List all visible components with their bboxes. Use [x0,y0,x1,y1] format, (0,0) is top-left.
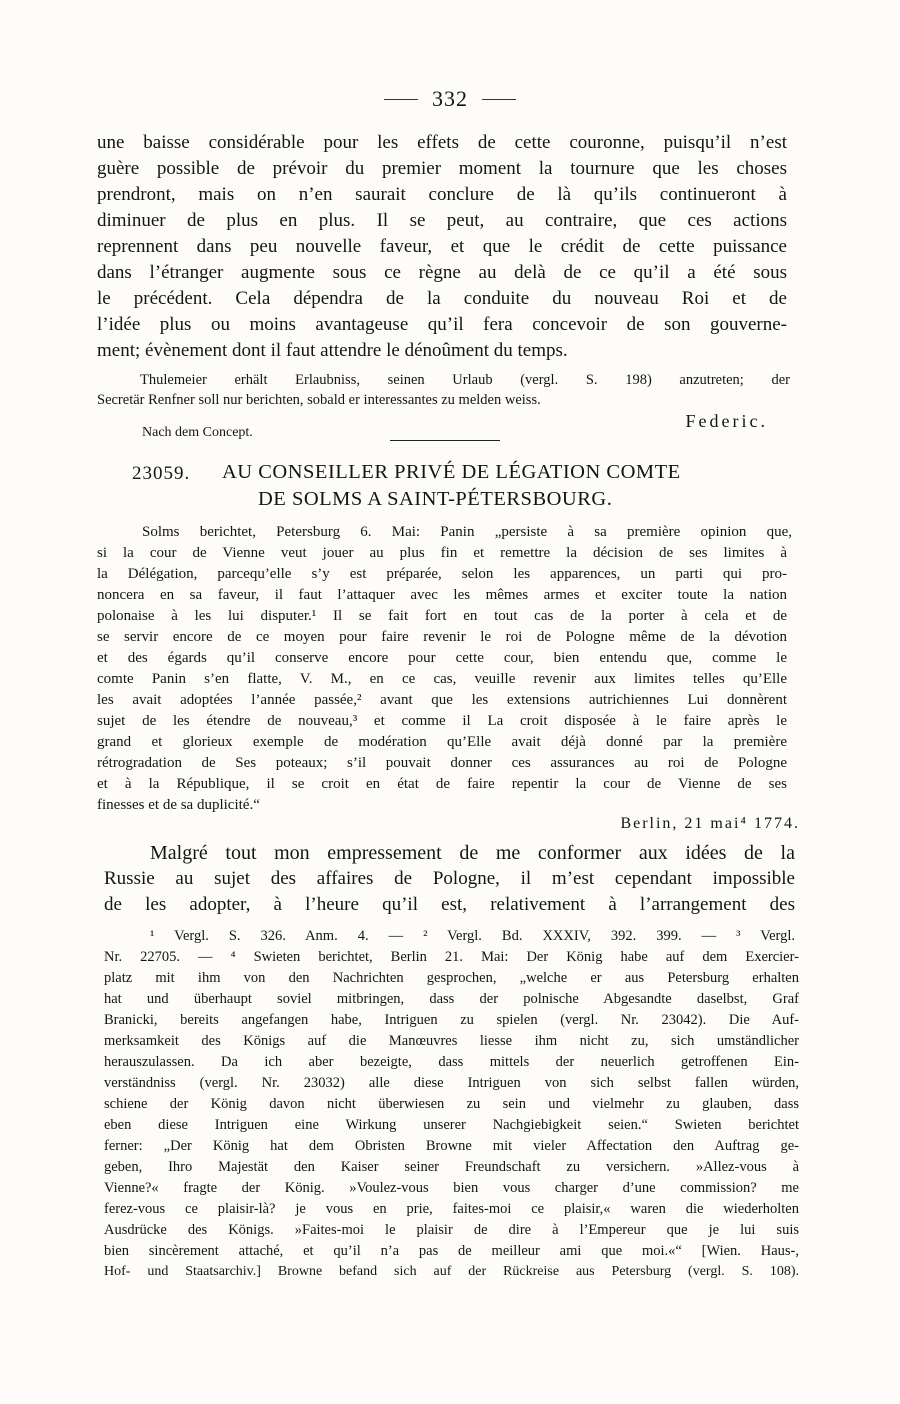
summary-line: si la cour de Vienne veut jouer au plus fin et remettre la décision de ses limites à [97,545,787,561]
header-rule-left [384,99,418,100]
section-divider [390,440,500,441]
footnote-line: platz mit ihm von den Nachrichten gesprochen, „welche er aus Petersburg erhalten [104,970,799,986]
footnote-line: ¹ Vergl. S. 326. Anm. 4. — ² Vergl. Bd. XXXIV, 392. 399. — ³ Vergl. [150,928,795,944]
intro-line: reprennent dans peu nouvelle faveur, et que le crédit de cette puissance [97,236,787,257]
summary-line: et des égards qu’il conserve encore pour cette cour, bien entendu que, comme le [97,650,787,666]
summary-line: finesses et de sa duplicité.“ [97,797,260,813]
letter-body-line: Russie au sujet des affaires de Pologne, il m’est cependant impossible [104,868,795,889]
summary-line: noncera en sa faveur, il faut l’attaquer avec les mêmes armes et exciter toute la nation [97,587,787,603]
editorial-note-line: Secretär Renfner soll nur berichten, sobald er interessantes zu melden weiss. [97,392,541,408]
footnote-line: bien sincèrement attaché, et qu’il n’a pas de meilleur ami que moi.«“ [Wien. Haus-, [104,1243,799,1259]
summary-line: la Délégation, parcequ’elle s’y est préparée, selon les apparences, un parti qui pro- [97,566,787,582]
footnote-line: schiene der König davon nicht überwiesen zu sein und vielmehr zu glauben, dass [104,1096,799,1112]
summary-line: rétrogradation de Ses poteaux; s’il pouvait donner ces assurances au roi de Pologne [97,755,787,771]
footnote-line: ferner: „Der König hat dem Obristen Browne mit vieler Affectation den Auftrag ge- [104,1138,799,1154]
header-rule-right [482,99,516,100]
summary-line: comte Panin s’en flatte, V. M., en ce cas, veuille revenir aux limites telles qu’Elle [97,671,787,687]
letter-number: 23059. [132,463,191,484]
footnote-line: merksamkeit des Königs auf die Manœuvres liesse ihm nicht zu, sich umständlicher [104,1033,799,1049]
intro-line: une baisse considérable pour les effets de cette couronne, puisqu’il n’est [97,132,787,153]
summary-line: polonaise à les lui disputer.¹ Il se fait fort en tout cas de la porter à cela et de [97,608,787,624]
summary-line: Solms berichtet, Petersburg 6. Mai: Panin „persiste à sa première opinion que, [142,524,792,540]
footnote-line: herauszulassen. Da ich aber bezeigte, dass mittels der neuerlich getroffenen Ein- [104,1054,799,1070]
intro-line: l’idée plus ou moins avantageuse qu’il fera concevoir de son gouverne- [97,314,787,335]
intro-line: guère possible de prévoir du premier moment la tournure que les choses [97,158,787,179]
letter-title: AU CONSEILLER PRIVÉ DE LÉGATION COMTE [222,461,681,483]
footnote-line: hat und überhaupt soviel mitbringen, dass der polnische Abgesandte daselbst, Graf [104,991,799,1007]
footnote-line: Vienne?« fragte der König. »Voulez-vous bien vous charger d’une commission? me [104,1180,799,1196]
footnote-line: Nr. 22705. — ⁴ Swieten berichtet, Berlin 21. Mai: Der König habe auf dem Exercier- [104,949,799,965]
signature: Federic. [685,411,768,431]
source-note: Nach dem Concept. [142,425,253,440]
intro-line: diminuer de plus en plus. Il se peut, au contraire, que ces actions [97,210,787,231]
summary-line: sujet de les étendre de nouveau,³ et comme il La croit disposée à le faire après le [97,713,787,729]
footnote-line: verständniss (vergl. Nr. 23032) alle diese Intriguen von sich selbst fallen würden, [104,1075,799,1091]
footnote-line: Branicki, bereits angefangen habe, Intriguen zu spielen (vergl. Nr. 23042). Die Auf- [104,1012,799,1028]
summary-line: grand et glorieux exemple de modération qu’Elle avait déjà donné par la première [97,734,787,750]
footnote-line: Ausdrücke des Königs. »Faites-moi le plaisir de dire à l’Empereur que je lui suis [104,1222,799,1238]
page-header [0,86,900,112]
summary-line: se servir encore de ce moyen pour faire revenir le roi de Pologne même de la dévotion [97,629,787,645]
letter-title: DE SOLMS A SAINT-PÉTERSBOURG. [258,488,613,510]
letter-body-line: Malgré tout mon empressement de me conformer aux idées de la [150,842,795,864]
intro-line: dans l’étranger augmente sous ce règne au delà de ce qu’il a été sous [97,262,787,283]
intro-line: le précédent. Cela dépendra de la conduite du nouveau Roi et de [97,288,787,309]
letter-body-line: de les adopter, à l’heure qu’il est, relativement à l’arrangement des [104,894,795,915]
editorial-note-line: Thulemeier erhält Erlaubniss, seinen Urlaub (vergl. S. 198) anzutreten; der [140,372,790,388]
footnote-line: ferez-vous ce plaisir-là? je vous en prie, faites-moi ce plaisir,« waren die wiederholten [104,1201,799,1217]
footnote-line: geben, Ihro Majestät den Kaiser seiner Freundschaft zu versichern. »Allez-vous à [104,1159,799,1175]
footnote-line: Hof- und Staatsarchiv.] Browne befand sich auf der Rückreise aus Petersburg (vergl. S. 108). [104,1264,799,1279]
summary-line: et à la République, il se croit en état de faire repentir la cour de Vienne de ses [97,776,787,792]
summary-line: les avait adoptées l’année passée,² avant que les extensions autrichiennes Lui donnèrent [97,692,787,708]
page-number: 332 [432,86,468,111]
dateline: Berlin, 21 mai⁴ 1774. [620,815,800,832]
intro-line: prendront, mais on n’en saurait conclure de là qu’ils continueront à [97,184,787,205]
footnote-line: eben diese Intriguen eine Wirkung unserer Nachgiebigkeit seien.“ Swieten berichtet [104,1117,799,1133]
intro-line: ment; évènement dont il faut attendre le dénoûment du temps. [97,340,568,361]
